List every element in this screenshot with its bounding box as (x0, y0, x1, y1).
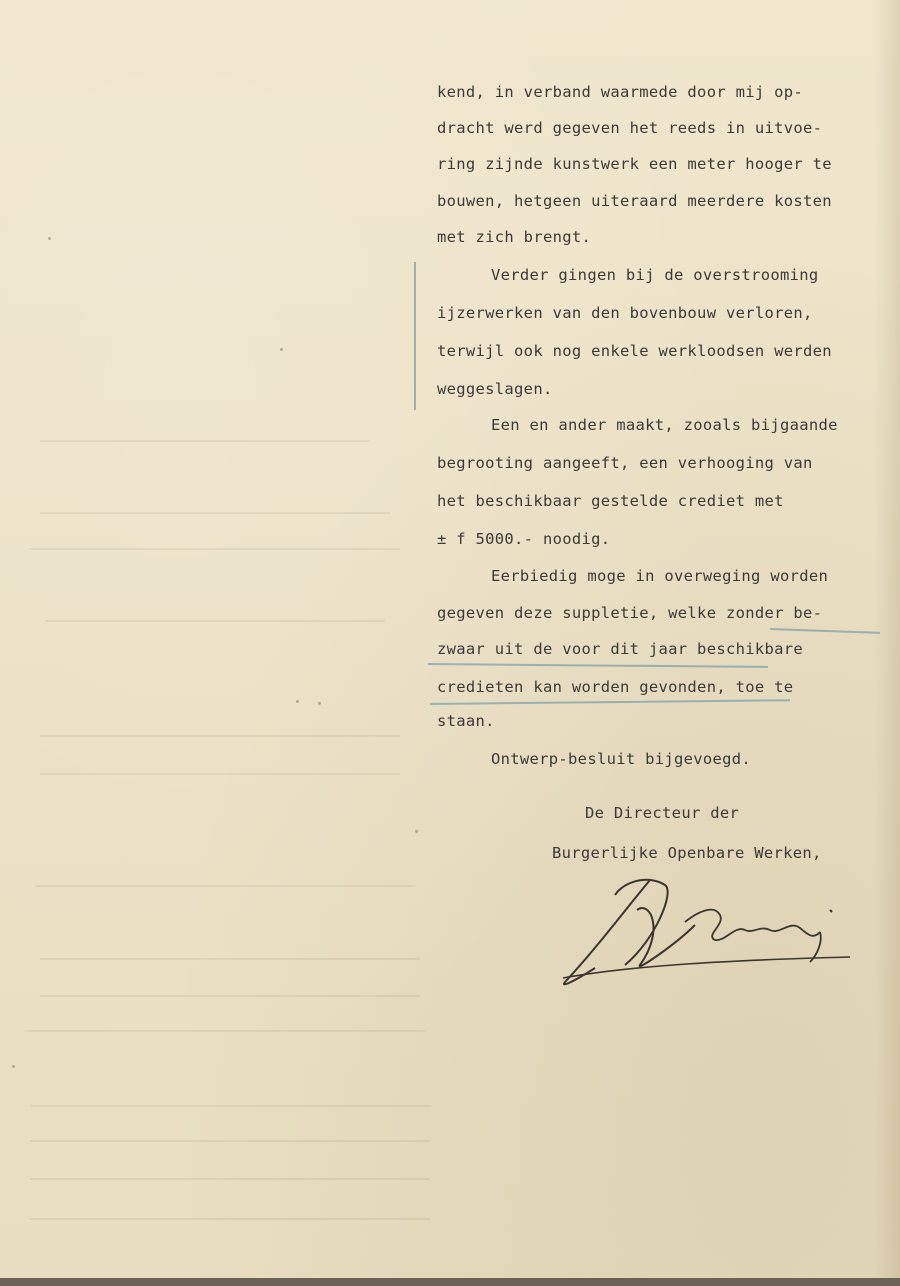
paragraph-2-line: Verder gingen bij de overstrooming (491, 266, 819, 284)
paragraph-1-line: ring zijnde kunstwerk een meter hooger te (437, 155, 832, 173)
bleed-through-line (30, 1140, 430, 1142)
blue-pencil-underline (428, 663, 768, 668)
paragraph-4-line: credieten kan worden gevonden, toe te (437, 678, 794, 696)
paper-speck (280, 348, 283, 351)
paper-speck (296, 700, 299, 703)
paragraph-4-line: staan. (437, 712, 495, 730)
paragraph-2-line: ijzerwerken van den bovenbouw verloren, (437, 304, 813, 322)
paragraph-3-line: Een en ander maakt, zooals bijgaande (491, 416, 838, 434)
bleed-through-line (45, 620, 385, 622)
blue-pencil-underline (770, 628, 880, 634)
paper-speck (318, 702, 321, 705)
bleed-through-line (35, 885, 415, 887)
bleed-through-line (40, 735, 400, 737)
paragraph-1-line: dracht werd gegeven het reeds in uitvoe- (437, 119, 823, 137)
paragraph-4-line: gegeven deze suppletie, welke zonder be- (437, 604, 823, 622)
paragraph-2-line: weggeslagen. (437, 380, 553, 398)
paper-speck (415, 830, 418, 833)
paragraph-3-line: ± f 5000.- noodig. (437, 530, 611, 548)
paragraph-2-line: terwijl ook nog enkele werkloodsen werden (437, 342, 832, 360)
bleed-through-line (30, 548, 400, 550)
margin-pencil-mark (414, 262, 424, 410)
bleed-through-line (40, 440, 370, 442)
paragraph-4-line: Eerbiedig moge in overweging worden (491, 567, 829, 585)
attachment-note: Ontwerp-besluit bijgevoegd. (491, 750, 752, 768)
bleed-through-line (40, 773, 400, 775)
paragraph-1-line: bouwen, hetgeen uiteraard meerdere kosten (437, 192, 832, 210)
blue-pencil-underline (430, 699, 790, 705)
handwritten-signature (555, 870, 855, 990)
paragraph-1-line: met zich brengt. (437, 228, 592, 246)
bleed-through-line (40, 995, 420, 997)
bleed-through-line (30, 1218, 430, 1220)
bleed-through-line (40, 512, 390, 514)
page-bottom-edge (0, 1278, 900, 1286)
bleed-through-line (30, 1178, 430, 1180)
paragraph-1-line: kend, in verband waarmede door mij op- (437, 83, 804, 101)
paragraph-3-line: begrooting aangeeft, een verhooging van (437, 454, 813, 472)
bleed-through-line (25, 1030, 425, 1032)
paragraph-3-line: het beschikbaar gestelde crediet met (437, 492, 784, 510)
bleed-through-line (30, 1105, 430, 1107)
paper-speck (12, 1065, 15, 1068)
signature-title-line-1: De Directeur der (585, 804, 740, 822)
paragraph-4-line: zwaar uit de voor dit jaar beschikbare (437, 640, 804, 658)
signature-title-line-2: Burgerlijke Openbare Werken, (552, 844, 822, 862)
paper-speck (48, 237, 51, 240)
bleed-through-line (40, 958, 420, 960)
page-edge-shadow (874, 0, 900, 1286)
